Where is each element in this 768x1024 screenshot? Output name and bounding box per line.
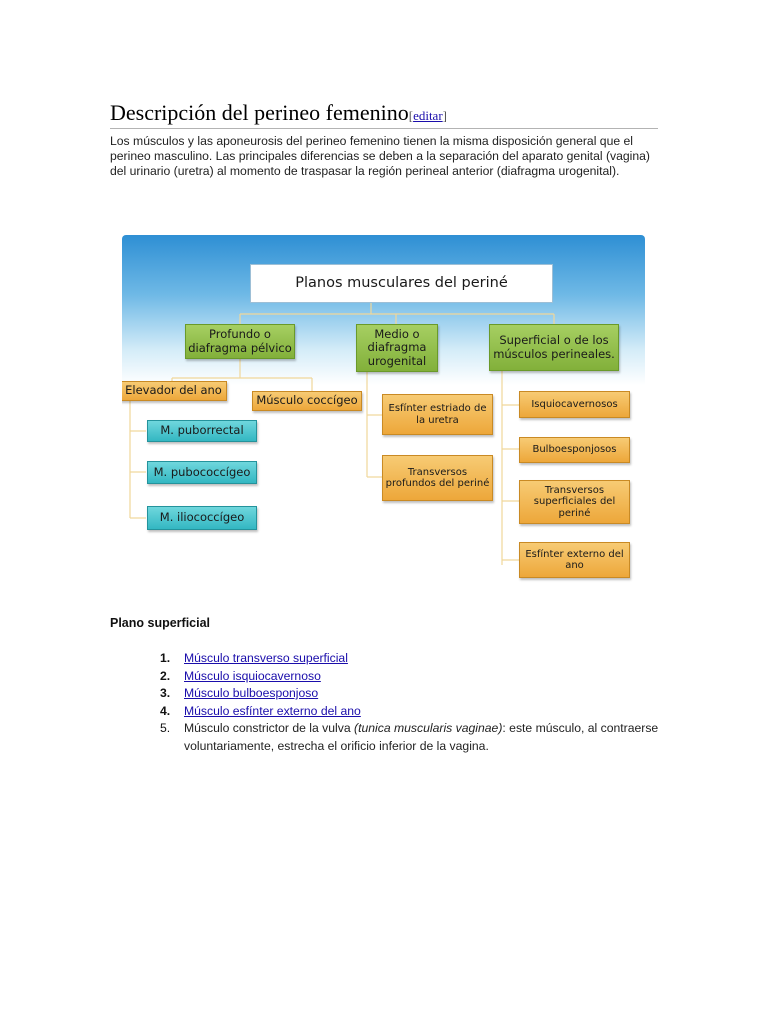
link-bulboesponjoso[interactable]: Músculo bulboesponjoso [184,686,319,700]
node-esfinter-ano: Esfínter externo del ano [519,542,630,578]
constrictor-text: Músculo constrictor de la vulva [184,721,355,735]
list-item [150,720,660,755]
link-esfinter-externo-ano[interactable]: Músculo esfínter externo del ano [184,703,361,718]
list-number: 2. [160,668,171,683]
list-number: 5. [160,721,171,735]
node-superficial: Superficial o de los músculos perineales. [489,324,619,371]
node-esfinter-uretra: Esfínter estriado de la uretra [382,394,493,435]
list-number: 4. [160,703,171,718]
node-root: Planos musculares del periné [250,264,553,303]
section-heading [110,100,658,129]
list-number: 1. [160,651,171,665]
node-isquiocavernosos: Isquiocavernosos [519,391,630,418]
link-transverso-superficial[interactable]: Músculo transverso superficial [184,651,348,665]
node-coccigeo: Músculo coccígeo [252,391,362,411]
node-pubococcigeo: M. pubococcígeo [147,461,257,484]
edit-link[interactable]: editar [413,108,443,123]
node-elevador: Elevador del ano [122,381,227,401]
latin-name: (tunica muscularis vaginae) [354,721,503,735]
muscle-list [150,650,660,755]
node-puborrectal: M. puborrectal [147,420,257,442]
node-medio: Medio o diafragma urogenital [356,324,438,372]
list-item-text [184,721,658,753]
subheading-plano-superficial: Plano superficial [110,616,211,630]
list-item [150,650,660,668]
node-iliococcigeo: M. iliococcígeo [147,506,257,530]
link-isquiocavernoso[interactable]: Músculo isquiocavernoso [184,668,321,683]
section-title [110,100,447,126]
edit-section [409,108,447,123]
list-number: 3. [160,686,171,700]
edit-bracket-open: [ [408,108,414,123]
node-transversos-profundos: Transversos profundos del periné [382,455,493,501]
section-title-text: Descripción del perineo femenino [110,100,409,125]
muscle-planes-diagram [122,235,645,593]
node-bulboesponjosos: Bulboesponjosos [519,437,630,463]
intro-paragraph: Los músculos y las aponeurosis del perineo femenino tienen la misma disposición general que el perineo masculino. Las principales diferencias se deben a la separación del aparato genital (vagina) del urinario (uretra) al momento de traspasar la región perineal anterior (diafragma urogenital). [110,134,650,178]
edit-bracket-close: ] [442,108,447,123]
constrictor-description: : este músculo, al contraerse voluntariamente, estrecha el orificio inferior de la vagina. [184,721,659,753]
node-profundo: Profundo o diafragma pélvico [185,324,295,359]
list-item [150,668,660,686]
list-item [150,685,660,703]
list-item [150,703,660,721]
node-transversos-superficiales: Transversos superficiales del periné [519,480,630,524]
